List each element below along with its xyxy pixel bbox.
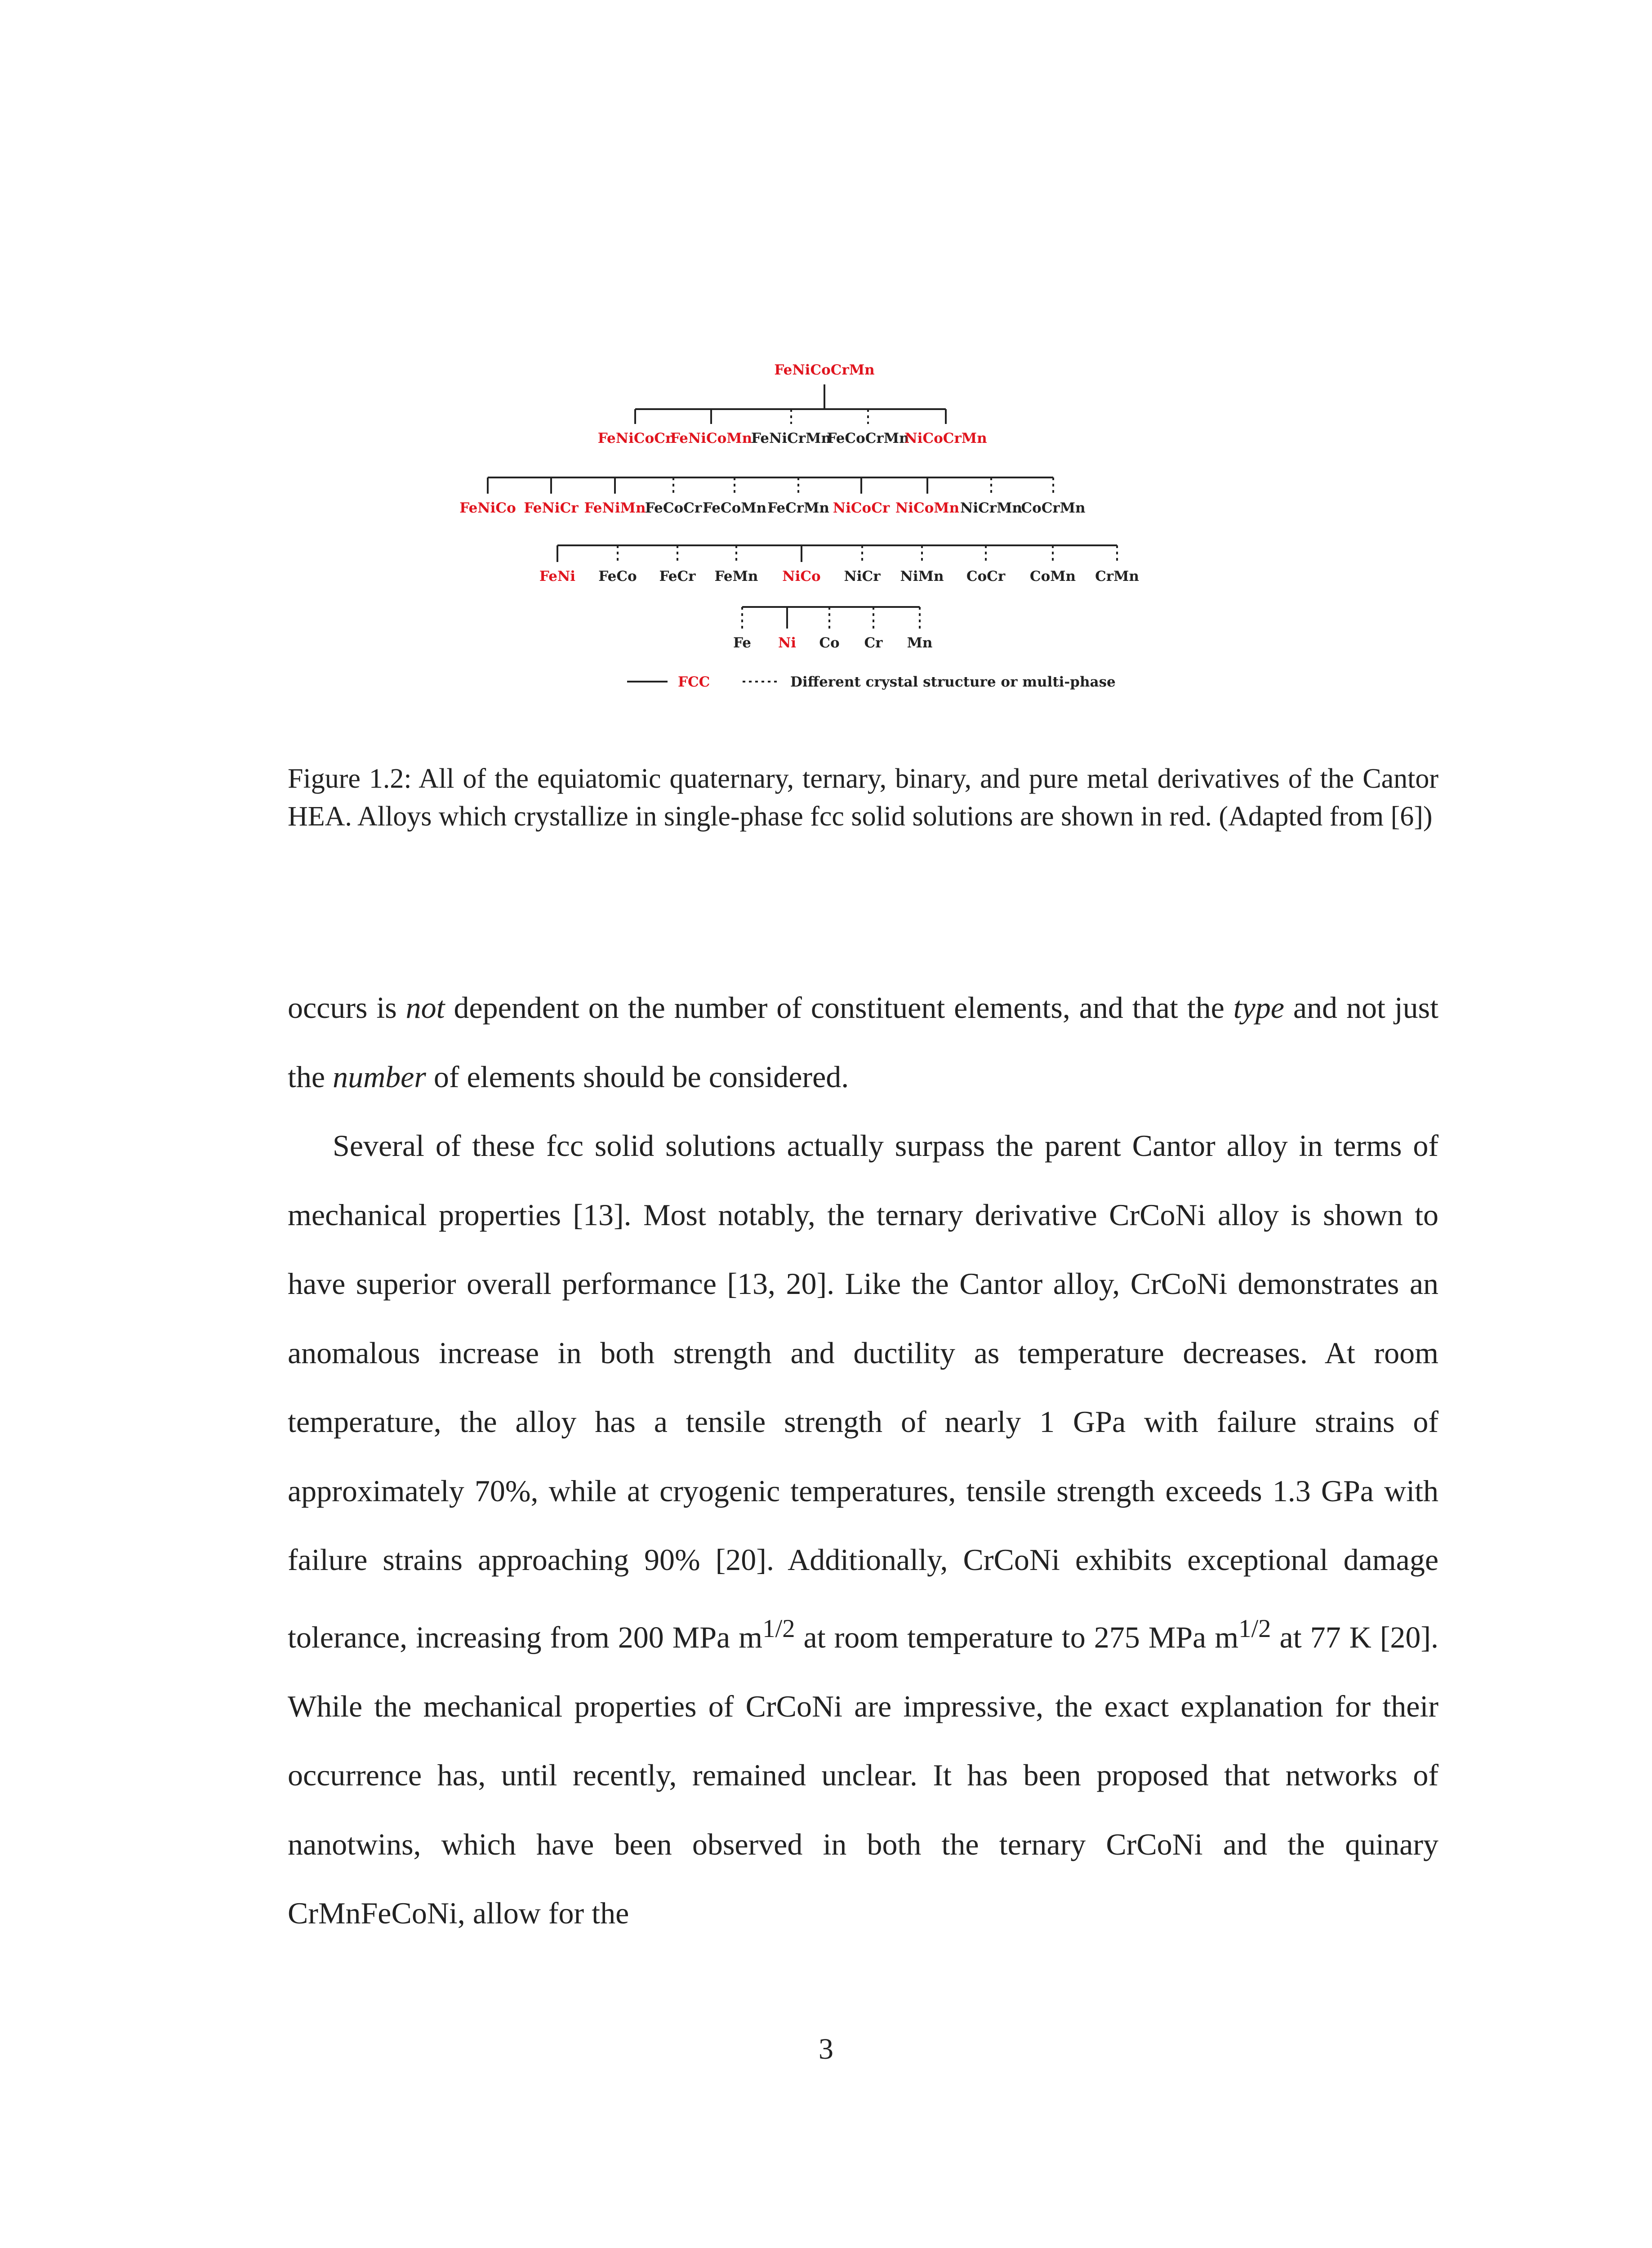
paragraph-2: Several of these fcc solid solutions actually surpass the parent Cantor alloy in terms of mechanical properties [13]. Most notably, the ternary derivative CrCoNi alloy is shown to have superior overall performance [13, 20]. Like the Cantor alloy, CrCoNi demonstrates an anomalous increase in both strength and ductility as temperature decreases. At room temperature, the alloy has a tensile strength of nearly 1 GPa with failure strains of approximately 70%, while at cryogenic temperatures, tensile strength exceeds 1.3 GPa with failure strains approaching 90% [20]. Additionally, CrCoNi exhibits exceptional damage tolerance, increasing from 200 MPa $m^{1/2}$ at room temperature to 275 MPa $m^{1/2}$ at 77 K [20]. While the mechanical properties of CrCoNi are impressive, the exact explanation for their occurrence has, until recently, remained unclear. It has been proposed that networks of nanotwins, which have been observed in both the ternary CrCoNi and the quinary CrMnFeCoNi, allow for the	[288, 1128, 1438, 1931]
node-FeNiMn: FeNiMn	[584, 500, 646, 516]
figure-caption: Figure 1.2: All of the equiatomic quaternary, ternary, binary, and pure metal derivatives of the Cantor HEA. Alloys which crystallize in single-phase fcc solid solutions are shown in red. (Adapted from [6])	[288, 763, 1438, 832]
node-CoMn: CoMn	[1029, 568, 1076, 584]
legend-fcc-label: FCC	[678, 674, 710, 690]
node-Cr: Cr	[864, 635, 883, 651]
node-NiCoCrMn: NiCoCrMn	[904, 430, 987, 446]
node-FeCoMn: FeCoMn	[702, 500, 767, 516]
node-NiMn: NiMn	[900, 568, 944, 584]
node-FeNiCoMn: FeNiCoMn	[670, 430, 753, 446]
node-NiCrMn: NiCrMn	[960, 500, 1022, 516]
alloy-tree-diagram	[0, 0, 1652, 742]
node-FeNiCo: FeNiCo	[459, 500, 516, 516]
node-NiCr: NiCr	[844, 568, 881, 584]
node-FeCo: FeCo	[598, 568, 637, 584]
legend-other-label: Different crystal structure or multi-phase	[790, 674, 1116, 690]
node-FeNi: FeNi	[539, 568, 576, 584]
node-FeNiCoCr: FeNiCoCr	[597, 430, 673, 446]
node-FeMn: FeMn	[714, 568, 758, 584]
node-Fe: Fe	[733, 635, 752, 651]
node-FeNiCrMn: FeNiCrMn	[751, 430, 832, 446]
alloy-derivative-tree-figure	[0, 0, 1652, 742]
node-NiCoMn: NiCoMn	[895, 500, 960, 516]
node-FeCr: FeCr	[659, 568, 696, 584]
node-FeNiCr: FeNiCr	[524, 500, 579, 516]
page-number: 3	[819, 2033, 833, 2065]
node-Mn: Mn	[907, 635, 933, 651]
body-text	[288, 973, 1438, 1948]
node-FeNiCoCrMn: FeNiCoCrMn	[774, 362, 875, 378]
node-CrMn: CrMn	[1095, 568, 1139, 584]
node-CoCrMn: CoCrMn	[1021, 500, 1086, 516]
paragraph-1: occurs is not dependent on the number of constituent elements, and that the type and not just the number of elements should be considered.	[288, 990, 1438, 1094]
node-Ni: Ni	[778, 635, 797, 651]
node-CoCr: CoCr	[966, 568, 1006, 584]
node-NiCo: NiCo	[782, 568, 821, 584]
node-FeCoCrMn: FeCoCrMn	[827, 430, 909, 446]
node-Co: Co	[819, 635, 840, 651]
node-FeCrMn: FeCrMn	[767, 500, 829, 516]
node-NiCoCr: NiCoCr	[833, 500, 890, 516]
node-FeCoCr: FeCoCr	[645, 500, 702, 516]
